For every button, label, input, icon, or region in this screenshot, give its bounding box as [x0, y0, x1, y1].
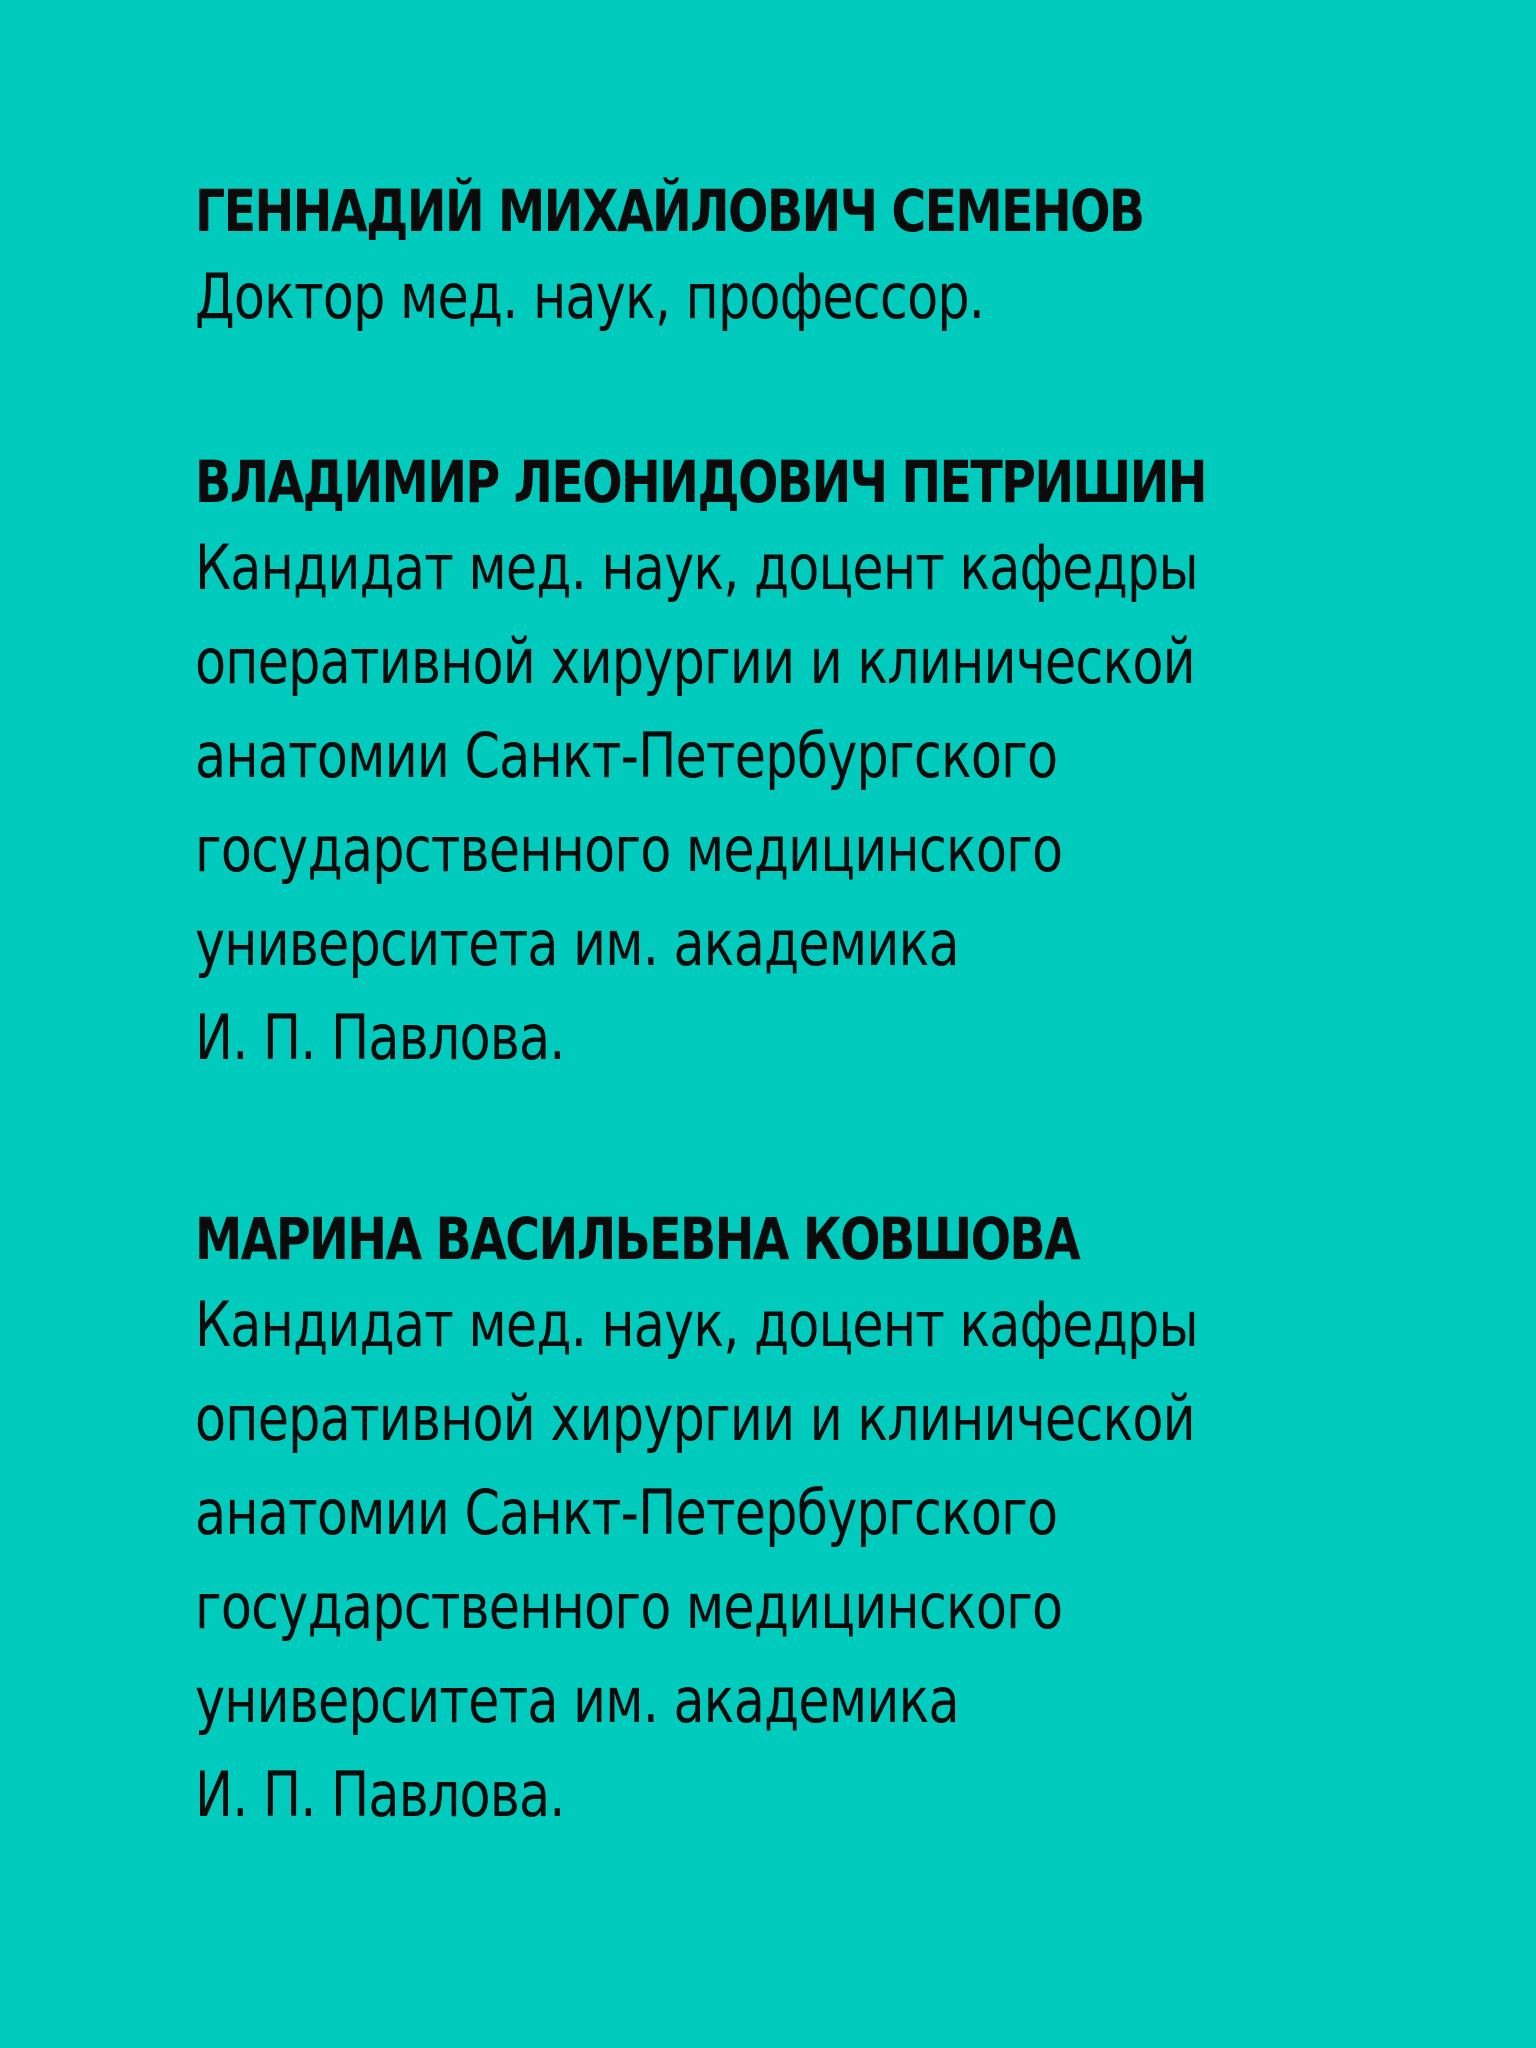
author-description-line: И. П. Павлова. — [195, 1001, 565, 1074]
author-name: ГЕННАДИЙ МИХАЙЛОВИЧ СЕМЕНОВ — [195, 177, 1144, 245]
author-description-line: государственного медицинского — [195, 813, 1063, 886]
author-description-line: И. П. Павлова. — [195, 1758, 565, 1831]
author-name: ВЛАДИМИР ЛЕОНИДОВИЧ ПЕТРИШИН — [195, 448, 1206, 516]
author-description-line: государственного медицинского — [195, 1570, 1063, 1643]
author-entry — [195, 443, 1495, 1085]
author-description-line: анатомии Санкт-Петербургского — [195, 719, 1058, 792]
author-entry — [195, 172, 1495, 344]
author-description-line: Кандидат мед. наук, доцент кафедры — [195, 1288, 1198, 1361]
author-description-line: университета им. академика — [195, 1664, 959, 1737]
author-description-line: оперативной хирургии и клинической — [195, 625, 1195, 698]
author-description-line: Доктор мед. наук, профессор. — [195, 260, 985, 333]
author-description-line: анатомии Санкт-Петербургского — [195, 1476, 1058, 1549]
author-description-line: Кандидат мед. наук, доцент кафедры — [195, 531, 1198, 604]
author-entry — [195, 1200, 1495, 1842]
author-description-line: университета им. академика — [195, 907, 959, 980]
author-description-line: оперативной хирургии и клинической — [195, 1382, 1195, 1455]
author-name: МАРИНА ВАСИЛЬЕВНА КОВШОВА — [195, 1205, 1080, 1273]
